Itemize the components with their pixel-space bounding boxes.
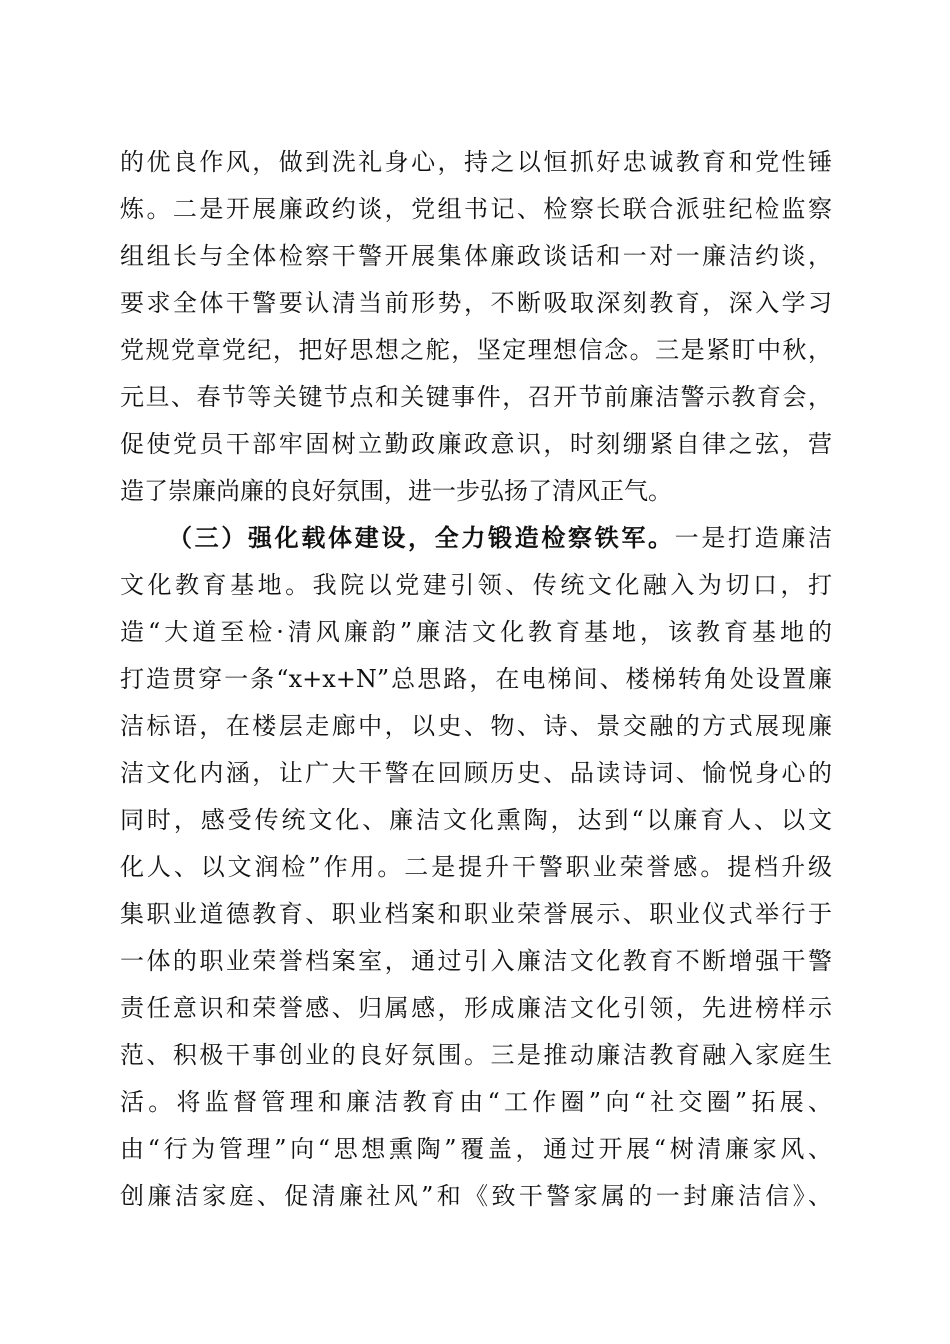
- body-text-line: 由“行为管理”向“思想熏陶”覆盖，通过开展“树清廉家风、: [120, 1135, 832, 1163]
- body-text-line: 洁标语，在楼层走廊中，以史、物、诗、景交融的方式展现廉: [120, 712, 832, 740]
- body-text-line: 活。将监督管理和廉洁教育由“工作圈”向“社交圈”拓展、: [120, 1088, 832, 1116]
- body-text-line: 化人、以文润检”作用。二是提升干警职业荣誉感。提档升级: [120, 853, 832, 881]
- body-text-line: 元旦、春节等关键节点和关键事件，召开节前廉洁警示教育会，: [120, 383, 832, 411]
- body-text-line: 的优良作风，做到洗礼身心，持之以恒抓好忠诚教育和党性锤: [120, 148, 832, 176]
- body-text-line: 打造贯穿一条“x+x+N”总思路，在电梯间、楼梯转角处设置廉: [120, 665, 832, 693]
- body-text-line: 要求全体干警要认清当前形势，不断吸取深刻教育，深入学习: [120, 289, 832, 317]
- body-text-line: 造了崇廉尚廉的良好氛围，进一步弘扬了清风正气。: [120, 477, 672, 505]
- body-text-line: 范、积极干事创业的良好氛围。三是推动廉洁教育融入家庭生: [120, 1041, 832, 1069]
- body-text-line: 文化教育基地。我院以党建引领、传统文化融入为切口，打: [120, 571, 832, 599]
- body-text-line: 集职业道德教育、职业档案和职业荣誉展示、职业仪式举行于: [120, 900, 832, 928]
- section-heading: （三）强化载体建设，全力锻造检察铁军。: [168, 523, 675, 552]
- body-text-line: 促使党员干部牢固树立勤政廉政意识，时刻绷紧自律之弦，营: [120, 430, 832, 458]
- body-text-line: 党规党章党纪，把好思想之舵，坚定理想信念。三是紧盯中秋，: [120, 336, 832, 364]
- body-text-line: 组组长与全体检察干警开展集体廉政谈话和一对一廉洁约谈，: [120, 242, 832, 270]
- body-text-line: 造“大道至检·清风廉韵”廉洁文化教育基地，该教育基地的: [120, 618, 832, 646]
- body-text-line: 洁文化内涵，让广大干警在回顾历史、品读诗词、愉悦身心的: [120, 759, 832, 787]
- body-text-line: 同时，感受传统文化、廉洁文化熏陶，达到“以廉育人、以文: [120, 806, 832, 834]
- body-text-line: 创廉洁家庭、促清廉社风”和《致干警家属的一封廉洁信》、: [120, 1182, 832, 1210]
- body-text-line: 责任意识和荣誉感、归属感，形成廉洁文化引领，先进榜样示: [120, 994, 832, 1022]
- body-text-line: 一体的职业荣誉档案室，通过引入廉洁文化教育不断增强干警: [120, 947, 832, 975]
- body-text-line: 炼。二是开展廉政约谈，党组书记、检察长联合派驻纪检监察: [120, 195, 832, 223]
- section-heading-line: [168, 518, 832, 558]
- body-text-run: 一是打造廉洁: [674, 524, 833, 552]
